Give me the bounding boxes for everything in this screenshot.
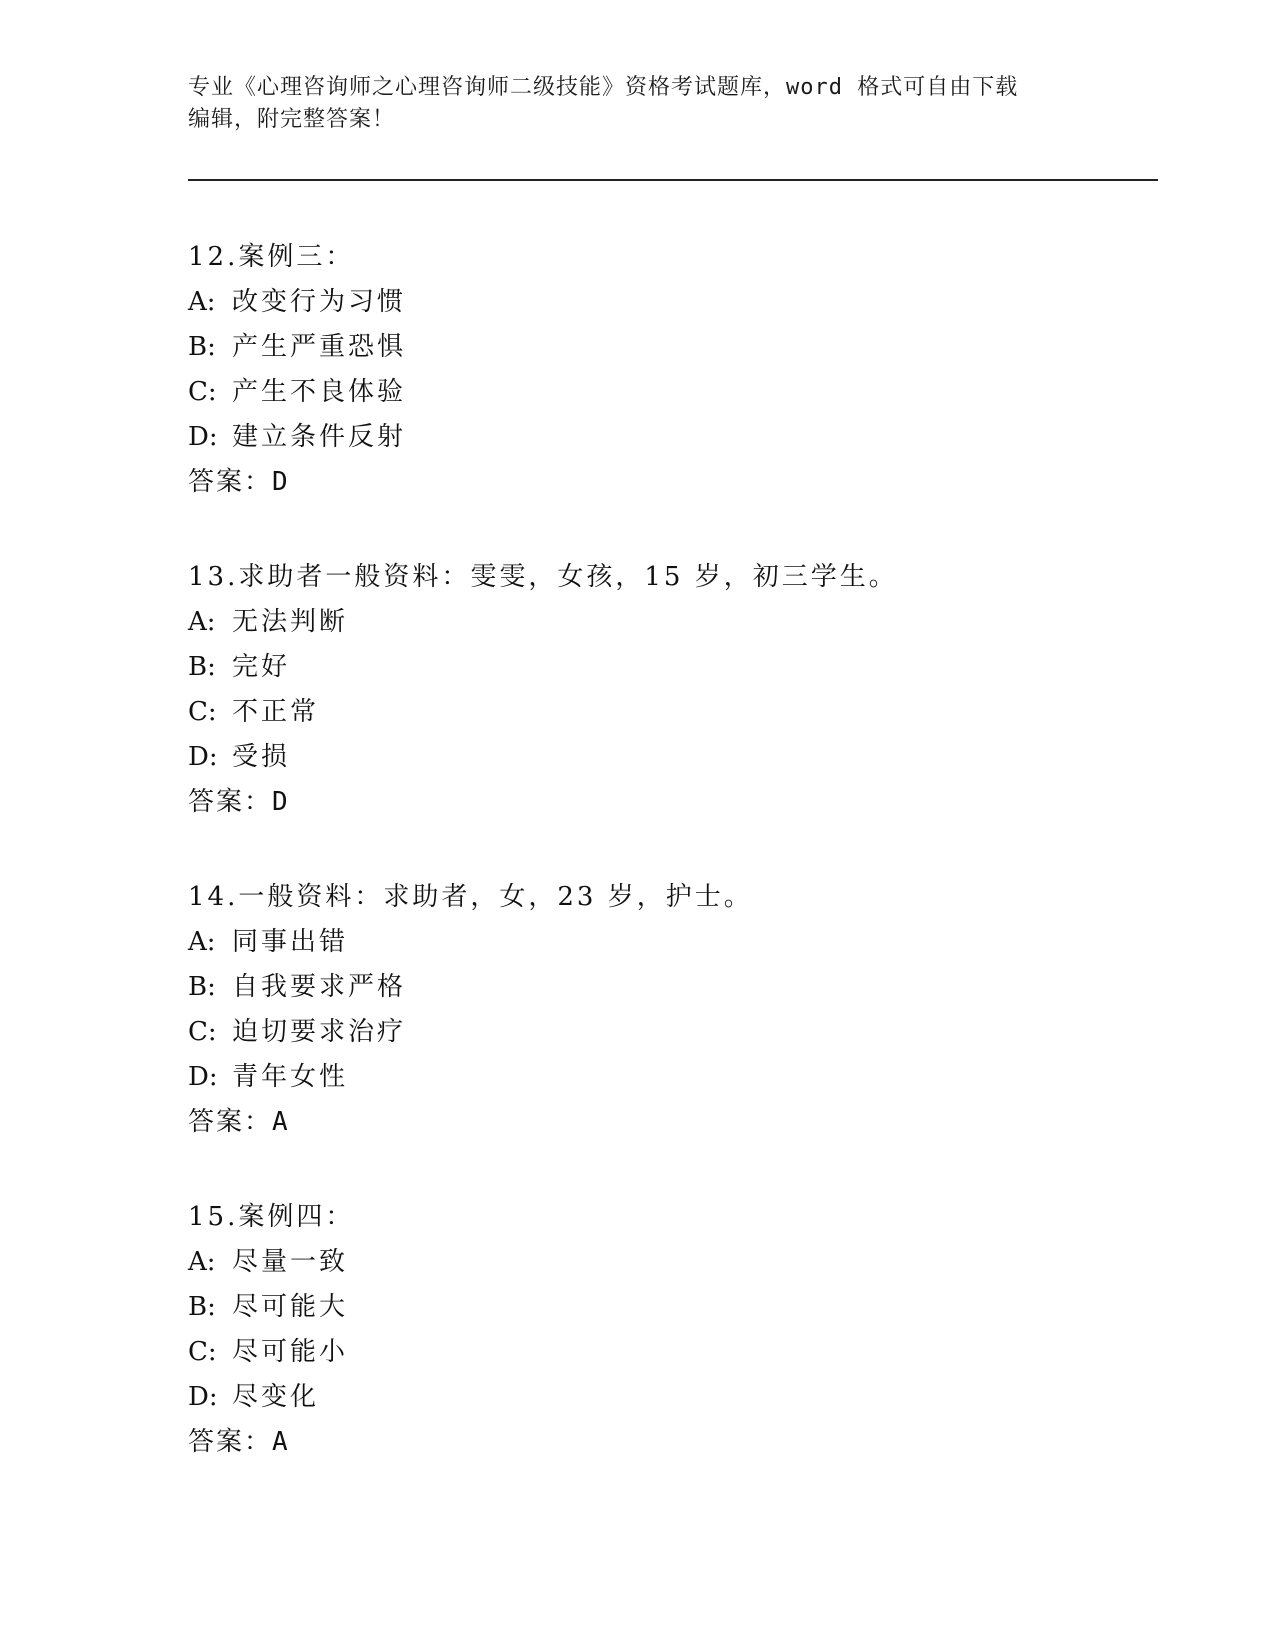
header-line-2: 编辑，附完整答案！	[188, 107, 396, 132]
option-c	[188, 1010, 1148, 1055]
option-a	[188, 280, 1148, 325]
answer-value: D	[272, 467, 290, 497]
answer-line	[188, 1100, 1148, 1145]
answer-line	[188, 1420, 1148, 1465]
option-letter: A:	[188, 1247, 216, 1277]
option-text: 尽变化	[232, 1382, 320, 1412]
option-text: 产生不良体验	[232, 377, 407, 407]
option-b	[188, 325, 1148, 370]
header-line-1: 专业《心理咨询师之心理咨询师二级技能》资格考试题库，word 格式可自由下载	[188, 75, 1019, 100]
option-text: 迫切要求治疗	[232, 1017, 407, 1047]
option-letter: A:	[188, 287, 216, 317]
option-text: 不正常	[232, 697, 320, 727]
option-d	[188, 1055, 1148, 1100]
question-title: 14.一般资料：求助者，女，23 岁，护士。	[188, 882, 753, 912]
option-text: 尽量一致	[232, 1247, 349, 1277]
option-text: 无法判断	[232, 607, 349, 637]
option-c	[188, 690, 1148, 735]
option-letter: D:	[188, 1382, 218, 1412]
option-b	[188, 1285, 1148, 1330]
answer-value: A	[272, 1107, 290, 1137]
option-a	[188, 920, 1148, 965]
option-b	[188, 645, 1148, 690]
answer-label: 答案：	[188, 1427, 273, 1457]
option-letter: A:	[188, 607, 216, 637]
question-list	[188, 235, 1148, 1515]
question-item	[188, 235, 1148, 555]
option-d	[188, 1375, 1148, 1420]
option-d	[188, 735, 1148, 780]
answer-value: D	[272, 787, 290, 817]
question-item	[188, 1195, 1148, 1515]
option-letter: A:	[188, 927, 216, 957]
question-item	[188, 555, 1148, 875]
answer-value: A	[272, 1427, 290, 1457]
option-letter: C:	[188, 377, 217, 407]
option-letter: D:	[188, 422, 218, 452]
option-c	[188, 1330, 1148, 1375]
option-text: 自我要求严格	[232, 972, 407, 1002]
option-text: 青年女性	[232, 1062, 349, 1092]
option-letter: C:	[188, 697, 217, 727]
option-letter: B:	[188, 972, 216, 1002]
option-d	[188, 415, 1148, 460]
question-title: 15.案例四：	[188, 1202, 355, 1232]
option-text: 尽可能小	[232, 1337, 349, 1367]
question-item	[188, 875, 1148, 1195]
header-divider	[188, 179, 1158, 184]
document-header	[188, 72, 1088, 136]
option-letter: D:	[188, 1062, 218, 1092]
option-a	[188, 1240, 1148, 1285]
question-title: 12.案例三：	[188, 242, 355, 272]
option-text: 受损	[232, 742, 291, 772]
option-b	[188, 965, 1148, 1010]
option-letter: B:	[188, 1292, 216, 1322]
answer-line	[188, 460, 1148, 505]
option-letter: D:	[188, 742, 218, 772]
answer-label: 答案：	[188, 787, 273, 817]
option-text: 建立条件反射	[232, 422, 407, 452]
option-text: 改变行为习惯	[232, 287, 407, 317]
option-letter: B:	[188, 652, 216, 682]
answer-label: 答案：	[188, 467, 273, 497]
option-text: 同事出错	[232, 927, 349, 957]
question-title: 13.求助者一般资料：雯雯，女孩，15 岁，初三学生。	[188, 562, 898, 592]
option-letter: C:	[188, 1017, 217, 1047]
option-letter: B:	[188, 332, 216, 362]
option-text: 完好	[232, 652, 291, 682]
option-letter: C:	[188, 1337, 217, 1367]
option-a	[188, 600, 1148, 645]
option-text: 产生严重恐惧	[232, 332, 407, 362]
answer-label: 答案：	[188, 1107, 273, 1137]
option-c	[188, 370, 1148, 415]
option-text: 尽可能大	[232, 1292, 349, 1322]
answer-line	[188, 780, 1148, 825]
